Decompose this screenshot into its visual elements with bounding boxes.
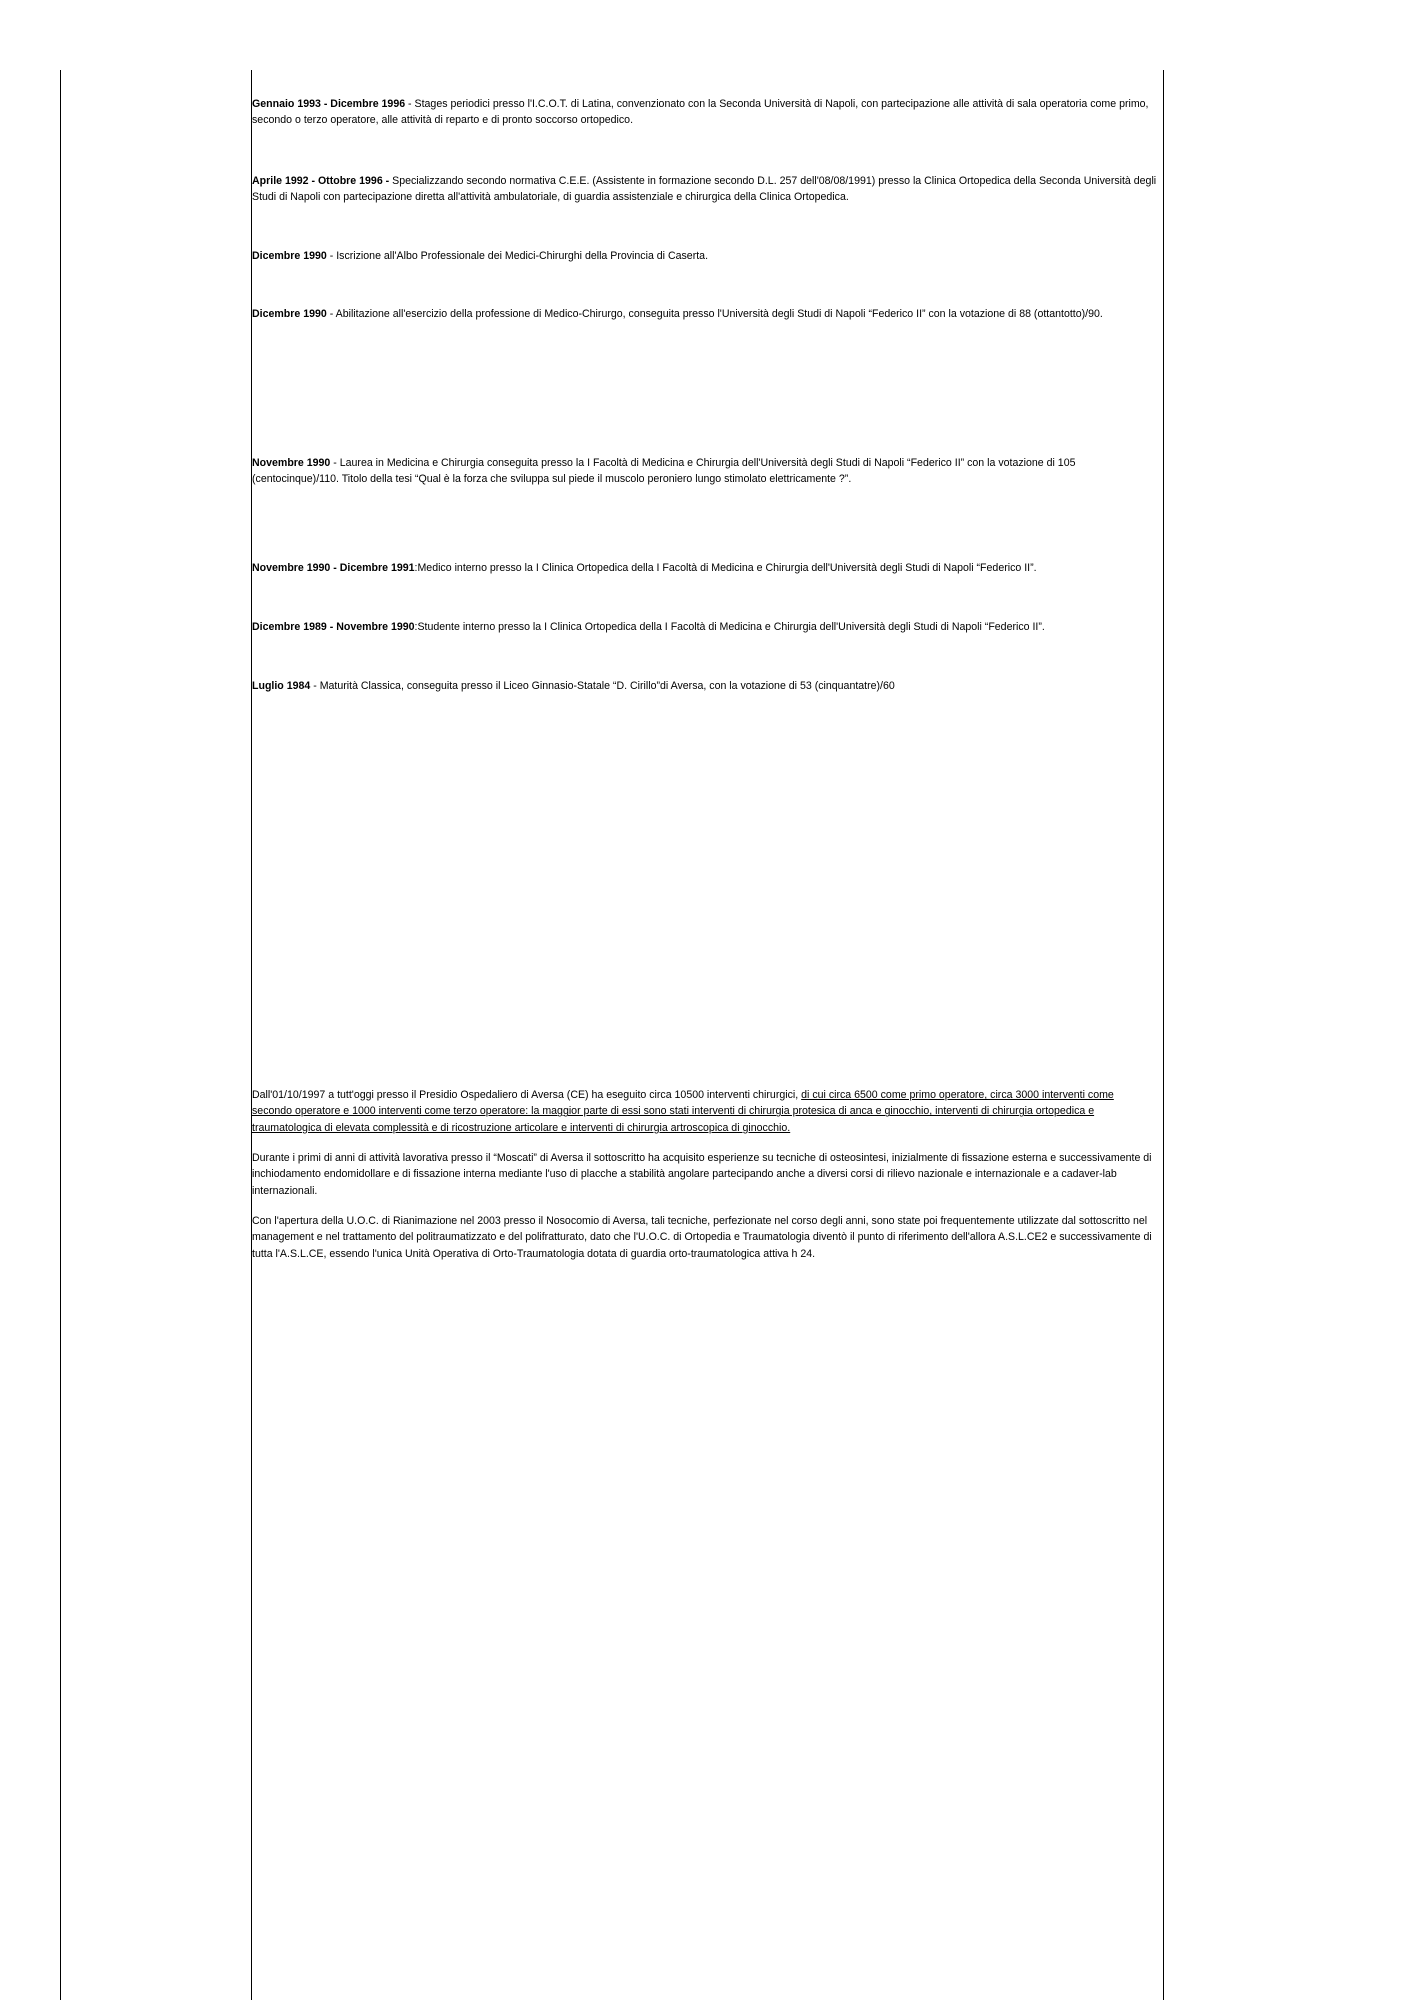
- entry-text: - Laurea in Medicina e Chirurgia conseguita presso la I Facoltà di Medicina e Chirurgia dell'Università degli Studi di Napoli “Federico II” con la votazione di 105 (centocinque)/110. Titolo della tesi “Qual è la forza che sviluppa sul piede il muscolo peroniero lungo stimolato elettricamente ?”.: [252, 457, 1076, 486]
- column-rule-right: [1163, 70, 1164, 2000]
- entry-text: Specializzando secondo normativa C.E.E. (Assistente in formazione secondo D.L. 257 dell'08/08/1991) presso la Clinica Ortopedica della Seconda Università degli Studi di Napoli con partecipazione diretta all'attività ambulatoriale, di guardia assistenziale e chirurgica della Clinica Ortopedica.: [252, 175, 1157, 204]
- entry-date: Aprile 1992 - Ottobre 1996 -: [252, 175, 390, 187]
- entry-date: Novembre 1990: [252, 457, 331, 469]
- entry-item: [252, 96, 1164, 129]
- entry-item: [252, 560, 1164, 576]
- entry-date: Dicembre 1989 - Novembre 1990: [252, 621, 415, 633]
- entry-date: Gennaio 1993 - Dicembre 1996: [252, 98, 406, 110]
- entry-item: [252, 173, 1164, 206]
- entry-date: Novembre 1990 - Dicembre 1991: [252, 562, 415, 574]
- entry-item: [252, 678, 1164, 694]
- entry-text: - Stages periodici presso l'I.C.O.T. di Latina, convenzionato con la Seconda Università di Napoli, con partecipazione alle attività di sala operatoria come primo, secondo o terzo operatore, alle attività di reparto e di pronto soccorso ortopedico.: [252, 98, 1149, 127]
- entry-date: Dicembre 1990: [252, 308, 327, 320]
- entry-text: :Studente interno presso la I Clinica Ortopedica della I Facoltà di Medicina e Chirurgia dell'Università degli Studi di Napoli “Federico II”.: [414, 621, 1045, 633]
- entry-date: Luglio 1984: [252, 680, 311, 692]
- entry-date: Dicembre 1990: [252, 250, 327, 262]
- column-rule-left: [251, 70, 252, 2000]
- entry-text: - Iscrizione all'Albo Professionale dei Medici-Chirurghi della Provincia di Caserta.: [326, 250, 709, 262]
- osteosynthesis-paragraph: Durante i primi di anni di attività lavorativa presso il “Moscati” di Aversa il sottoscritto ha acquisito esperienze su tecniche di osteosintesi, inizialmente di fissazione esterna e successivamente di inchiodamento endomidollare e di fissazione interna mediante l'uso di placche a stabilità angolare partecipando anche a diversi corsi di rilievo nazionale e internazionale e a cadaver-lab internazionali.: [252, 1152, 1152, 1197]
- entry-text: :Medico interno presso la I Clinica Ortopedica della I Facoltà di Medicina e Chirurgia dell'Università degli Studi di Napoli “Federico II”.: [414, 562, 1037, 574]
- trauma-management-paragraph: Con l'apertura della U.O.C. di Rianimazione nel 2003 presso il Nosocomio di Aversa, tali tecniche, perfezionate nel corso degli anni, sono state poi frequentemente utilizzate dal sottoscritto nel management e nel trattamento del politraumatizzato e del polifratturato, dato che l'U.O.C. di Ortopedia e Traumatologia diventò il punto di riferimento dell'allora A.S.L.CE2 e successivamente di tutta l'A.S.L.CE, essendo l'unica Unità Operativa di Orto-Traumatologia dotata di guardia orto-traumatologica attiva h 24.: [252, 1215, 1152, 1260]
- left-margin-rule: [60, 70, 61, 2000]
- entry-text: - Abilitazione all'esercizio della professione di Medico-Chirurgo, conseguita presso l'Università degli Studi di Napoli “Federico II” con la votazione di 88 (ottantotto)/90.: [326, 308, 1103, 320]
- surgery-summary-paragraph: [252, 1087, 1152, 1136]
- entry-item: [252, 455, 1164, 488]
- summary-plain-text: Dall'01/10/1997 a tutt'oggi presso il Presidio Ospedaliero di Aversa (CE) ha eseguito circa 10500 interventi chirurgici,: [252, 1089, 802, 1101]
- entry-text: - Maturità Classica, conseguita presso il Liceo Ginnasio-Statale “D. Cirillo”di Aversa, con la votazione di 53 (cinquantatre)/60: [310, 680, 895, 692]
- entry-item: [252, 248, 1164, 264]
- entry-item: [252, 619, 1164, 635]
- summary-underlined-text: di cui circa 6500 come primo operatore, circa 3000 interventi come secondo operatore e 1000 interventi come terzo operatore: la maggior parte di essi sono stati interventi di chirurgia protesica di anca e ginocchio, interventi di chirurgia ortopedica e traumatologica di elevata complessità e di ricostruzione articolare e interventi di chirurgia artroscopica di ginocchio.: [252, 1089, 1114, 1134]
- entry-item: [252, 306, 1164, 322]
